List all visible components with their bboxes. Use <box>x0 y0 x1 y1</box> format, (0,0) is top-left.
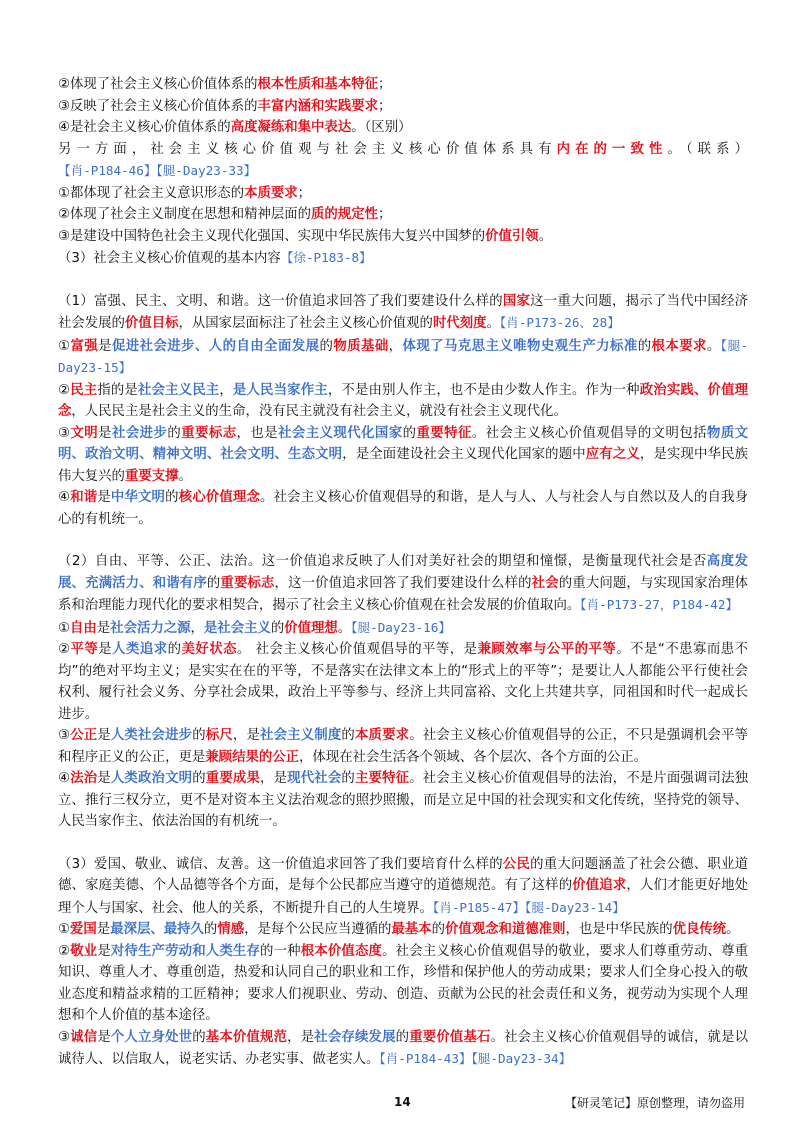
body-text: 是 <box>96 620 111 636</box>
highlight-text: 人类追求 <box>112 642 168 657</box>
highlight-text: 重要支撑 <box>124 468 179 484</box>
paragraph <box>58 423 748 488</box>
paragraph <box>58 96 748 118</box>
body-text: ① <box>58 338 71 354</box>
body-text: ，人们才能更好地处理个人与国家、社会、他人的关系，不断提升自己的人生境界。 <box>58 878 749 916</box>
body-text: 是 <box>96 922 111 937</box>
highlight-text: 最基本 <box>391 922 432 937</box>
highlight-text: 法治 <box>70 771 98 786</box>
body-text: ① <box>58 620 71 636</box>
body-text: ，体现在社会生活各个领域、各个层次、各个方面的公正。 <box>299 749 648 765</box>
body-text: 的 <box>341 771 355 786</box>
body-text: 。社会主义核心价值观倡导的敬业，要求人们尊重劳动、尊重知识、尊重人才、尊重创造，热爱和认同自己的职业和工作，珍惜和保护他人的劳动成果；要求人们全身心投入的敬业态度和精益求精的工匠精神；要求人们视职业、劳动、创造、贡献为公民的社会责任和义务，视劳动为实现个人理想和个人价值的基本途径。 <box>58 943 749 1023</box>
paragraph <box>58 183 748 205</box>
highlight-text: 标尺 <box>205 728 233 743</box>
body-text: ，是 <box>260 771 288 786</box>
reference-tag: 【肖-P184-46】【腿-Day23-33】 <box>58 163 257 178</box>
body-text: （3）社会主义核心价值观的基本内容 <box>58 251 281 266</box>
highlight-text: 民主 <box>70 382 98 398</box>
highlight-text: 兼顾结果的公正 <box>205 749 300 765</box>
highlight-text: 基本价值规范 <box>205 1029 288 1045</box>
body-text: 的 <box>637 338 652 354</box>
paragraph <box>58 551 748 617</box>
highlight-text: 时代刻度 <box>432 316 487 331</box>
body-text: 。 <box>337 620 352 636</box>
highlight-text: 情感 <box>217 922 245 937</box>
highlight-text: 兼顾效率与公平的平等 <box>477 642 617 657</box>
highlight-text: 政治实践、价值理念 <box>58 382 749 419</box>
highlight-text: 重要标志 <box>220 575 275 591</box>
body-text: 的 <box>167 642 182 657</box>
body-text: 的 <box>206 575 221 591</box>
body-text: ，是 <box>232 728 261 743</box>
highlight-text: 优良传统 <box>672 922 727 937</box>
highlight-text: 国家 <box>502 293 531 309</box>
highlight-text: 社会主义民主 <box>138 382 220 398</box>
body-text: ②体现了社会主义制度在思想和精神层面的 <box>58 207 312 222</box>
paragraph <box>58 617 748 640</box>
highlight-text: 质的规定性 <box>311 207 378 222</box>
body-text: ， <box>219 382 233 398</box>
body-text: 是 <box>98 642 113 657</box>
body-text: ； <box>378 207 392 222</box>
highlight-text: 核心价值理念 <box>178 490 261 505</box>
body-text: 。社会主义核心价值观倡导的公正，不只是强调机会平等和程序正义的公正，更是 <box>58 728 749 765</box>
paragraph <box>58 117 748 139</box>
highlight-text: 丰富内涵和实践要求 <box>257 98 378 114</box>
footer-note: 【研灵笔记】原创整理，请勿盗用 <box>565 1096 746 1110</box>
paragraph <box>58 854 748 920</box>
body-text: 。社会主义核心价值观倡导的文明包括 <box>471 425 708 441</box>
body-text: 。 <box>726 922 740 937</box>
body-text: ，是 <box>287 1029 315 1045</box>
body-text: 的 <box>319 338 334 354</box>
paragraph <box>58 725 748 768</box>
highlight-text: 根本价值态度 <box>300 943 383 959</box>
body-text: 。 <box>486 316 500 331</box>
highlight-text: 现代社会 <box>287 771 342 786</box>
highlight-text: 对待生产劳动和人类生存 <box>110 943 261 959</box>
highlight-text: 富强 <box>70 338 99 354</box>
body-text: ④是社会主义核心价值体系的 <box>58 120 231 135</box>
body-text: 另一方面，社会主义核心价值观与社会主义核心价值体系具有 <box>58 141 557 157</box>
body-text: ③ <box>58 1029 71 1045</box>
body-text: ③ <box>58 425 71 441</box>
highlight-text: 社会主义现代化国家 <box>278 425 403 441</box>
body-text: 。社会主义核心价值观倡导的诚信，就是以诚待人、以信取人，说老实话、办老实事、做老实人。 <box>58 1029 749 1067</box>
highlight-text: 美好状态 <box>181 642 237 657</box>
highlight-text: 中华文明 <box>110 490 166 505</box>
body-text: ② <box>58 382 71 398</box>
highlight-text: 社会主义制度 <box>260 728 342 743</box>
body-text: ①都体现了社会主义意识形态的 <box>58 185 245 201</box>
body-text: ，不是由别人作主，也不是由少数人作主。作为一种 <box>327 382 640 398</box>
highlight-text: 是人民当家作主 <box>232 382 328 398</box>
highlight-text: 本质要求 <box>354 728 410 743</box>
highlight-text: 主要特征 <box>354 771 410 786</box>
body-text: 这一重大问题，揭示了当代中国经济社会发展的 <box>58 293 749 331</box>
highlight-text: 重要价值基石 <box>409 1029 491 1045</box>
body-text: 。 <box>706 338 721 354</box>
body-text: ，人民民主是社会主义的生命，没有民主就没有社会主义，就没有社会主义现代化。 <box>71 404 567 419</box>
highlight-text: 社会 <box>531 575 559 591</box>
highlight-text: 文明 <box>70 425 99 441</box>
body-text: 的 <box>165 490 179 505</box>
body-text: ② <box>58 943 71 959</box>
highlight-text: 自由 <box>70 620 97 636</box>
body-text: ，也是 <box>236 425 279 441</box>
highlight-text: 社会存续发展 <box>314 1029 396 1045</box>
paragraph <box>58 1027 748 1071</box>
body-text: （2）自由、平等、公正、法治。这一价值追求反映了人们对美好社会的期望和憧憬，是衡量现代社会是否 <box>58 554 707 569</box>
highlight-text: 是社会主义 <box>203 620 271 636</box>
highlight-text: 最深层、最持久 <box>110 922 204 937</box>
highlight-text: 价值引领 <box>485 228 539 244</box>
highlight-text: 公民 <box>502 856 531 872</box>
body-text: 的 <box>192 771 206 786</box>
highlight-text: 个人立身处世 <box>110 1029 193 1045</box>
paragraph-gap <box>58 270 748 291</box>
body-text: ，从国家层面标注了社会主义核心价值观的 <box>178 316 433 331</box>
body-text: 的 <box>341 728 355 743</box>
reference-tag: 【腿-Day23-15】 <box>58 337 749 375</box>
body-text: ，是每个公民应当遵循的 <box>244 922 392 937</box>
body-text: ，这一价值追求回答了我们要建设什么样的 <box>274 575 532 591</box>
reference-tag: 【徐-P183-8】 <box>280 250 372 265</box>
highlight-text: 价值追求 <box>572 878 627 893</box>
paragraph-gap <box>58 530 748 551</box>
body-text: ， <box>388 338 403 354</box>
paragraph <box>58 204 748 226</box>
body-text: 的 <box>402 425 417 441</box>
highlight-text: 物质文明、政治文明、精神文明、社会文明、生态文明 <box>58 425 749 462</box>
body-text: 。社会主义核心价值观倡导的法治，不是片面强调司法独立、推行三权分立，更不是对资本主义法治观念的照抄照搬，而是立足中国的社会现实和文化传统，坚持党的领导、人民当家作主、依法治国的有机统一。 <box>58 771 749 829</box>
body-text: 。 社会主义核心价值观倡导的平等，是 <box>237 642 478 657</box>
paragraph <box>58 487 748 530</box>
body-text: ③反映了社会主义核心价值体系的 <box>58 98 258 114</box>
paragraph <box>58 226 748 248</box>
paragraph <box>58 139 748 183</box>
body-text: 的 <box>203 922 218 937</box>
body-text: 。不是“不患寡而患不均”的绝对平均主义；是实实在在的平等，不是落实在法律文本上的“形式上的平等”；是要让人人都能公平行使社会权利、履行社会义务、分享社会成果，政治上平等参与、经济上共同富裕、文化上共建共享，同祖国和时代一起成长进步。 <box>58 642 749 722</box>
highlight-text: 本质要求 <box>244 185 298 201</box>
paragraph <box>58 380 748 423</box>
highlight-text: 重要成果 <box>205 771 261 786</box>
body-text: 的 <box>270 620 285 636</box>
highlight-text: 促进社会进步、人的自由全面发展 <box>111 338 320 354</box>
reference-tag: 【肖-P173-26、28】 <box>499 315 620 330</box>
body-text: ① <box>58 922 71 937</box>
highlight-text: 公正 <box>70 728 98 743</box>
body-text: （1）富强、民主、文明、和谐。这一价值追求回答了我们要建设什么样的 <box>58 293 503 309</box>
highlight-text: 根本性质和基本特征 <box>257 77 378 92</box>
highlight-text: 内在的一致性 <box>556 141 668 157</box>
body-text: 的重大问题涵盖了社会公德、职业道德、家庭美德、个人品德等各个方面，是每个公民都应当遵守的道德规范。有了这样的 <box>58 856 749 893</box>
highlight-text: 物质基础 <box>333 338 389 354</box>
body-text: 。（区别） <box>351 120 412 135</box>
body-text: ④ <box>58 771 71 786</box>
paragraph-gap <box>58 833 748 854</box>
body-text: 的重大问题，与实现国家治理体系和治理能力现代化的要求相契合，揭示了社会主义核心价值观在社会发展的价值取向。 <box>58 575 749 613</box>
highlight-text: 爱国 <box>70 922 97 937</box>
body-text: ③是建设中国特色社会主义现代化强国、实现中华民族伟大复兴中国梦的 <box>58 228 486 244</box>
body-text: 。 <box>178 468 192 484</box>
paragraph <box>58 247 748 270</box>
highlight-text: 平等 <box>70 642 99 657</box>
paragraph <box>58 74 748 96</box>
highlight-text: 价值观念和道德准则 <box>444 922 566 937</box>
paragraph <box>58 291 748 335</box>
body-text: 。社会主义核心价值观倡导的和谐，是人与人、人与社会人与自然以及人的自我身心的有机统一。 <box>58 490 749 527</box>
paragraph <box>58 941 748 1027</box>
highlight-text: 体现了马克思主义唯物史观生产力标准 <box>402 338 638 354</box>
reference-tag: 【肖-P184-43】【腿-Day23-34】 <box>379 1051 572 1066</box>
body-text: ②体现了社会主义核心价值体系的 <box>58 77 258 92</box>
body-text: 的 <box>192 728 206 743</box>
body-text: 指的是 <box>97 382 138 398</box>
highlight-text: 重要特征 <box>416 425 472 441</box>
body-text: ，是实现中华民族伟大复兴的 <box>58 447 749 484</box>
paragraph <box>58 639 748 725</box>
body-text: 的 <box>167 425 182 441</box>
body-text: 的 <box>431 922 445 937</box>
highlight-text: 社会进步 <box>111 425 168 441</box>
reference-tag: 【肖-P173-27，P184-42】 <box>580 597 739 612</box>
body-text: ② <box>58 642 71 657</box>
body-text: （3）爱国、敬业、诚信、友善。这一价值追求回答了我们要培育什么样的 <box>58 856 503 872</box>
page-content <box>58 74 748 1071</box>
highlight-text: 敬业 <box>70 943 98 959</box>
reference-tag: 【肖-P185-47】【腿-Day23-14】 <box>432 899 625 915</box>
page-number: 14 <box>394 1095 411 1109</box>
body-text: 的一种 <box>260 943 301 959</box>
highlight-text: 人类政治文明 <box>110 771 193 786</box>
body-text: 。 <box>538 228 553 244</box>
body-text: ③ <box>58 728 71 743</box>
body-text: 是 <box>97 728 111 743</box>
body-text: 是 <box>98 338 112 354</box>
paragraph <box>58 919 748 941</box>
reference-tag: 【腿-Day23-16】 <box>351 619 451 635</box>
body-text: 是 <box>97 1029 111 1045</box>
body-text: ； <box>297 185 312 201</box>
body-text: ，是全面建设社会主义现代化国家的题中 <box>342 447 586 462</box>
body-text: 是 <box>98 425 112 441</box>
highlight-text: 人类社会进步 <box>110 728 193 743</box>
body-text: 是 <box>97 943 111 959</box>
highlight-text: 重要标志 <box>181 425 237 441</box>
body-text: 是 <box>97 771 111 786</box>
highlight-text: 高度发展、充满活力、和谐有序 <box>58 554 748 591</box>
paragraph <box>58 768 748 833</box>
body-text: ； <box>378 77 392 92</box>
highlight-text: 诚信 <box>70 1029 98 1045</box>
body-text: 。（联系） <box>667 141 748 157</box>
highlight-text: 根本要求 <box>651 338 707 354</box>
paragraph <box>58 335 748 380</box>
body-text: ， <box>190 620 204 636</box>
highlight-text: 价值理想 <box>284 620 338 636</box>
body-text: 是 <box>97 490 111 505</box>
body-text: ④ <box>58 490 71 505</box>
highlight-text: 社会活力之源 <box>110 620 191 636</box>
highlight-text: 价值目标 <box>124 316 179 331</box>
body-text: 的 <box>395 1029 410 1045</box>
body-text: 的 <box>192 1029 206 1045</box>
body-text: ； <box>378 98 392 114</box>
highlight-text: 高度凝练和集中表达 <box>230 120 352 135</box>
body-text: ，也是中华民族的 <box>565 922 673 937</box>
highlight-text: 应有之义 <box>585 447 640 462</box>
highlight-text: 和谐 <box>70 490 98 505</box>
